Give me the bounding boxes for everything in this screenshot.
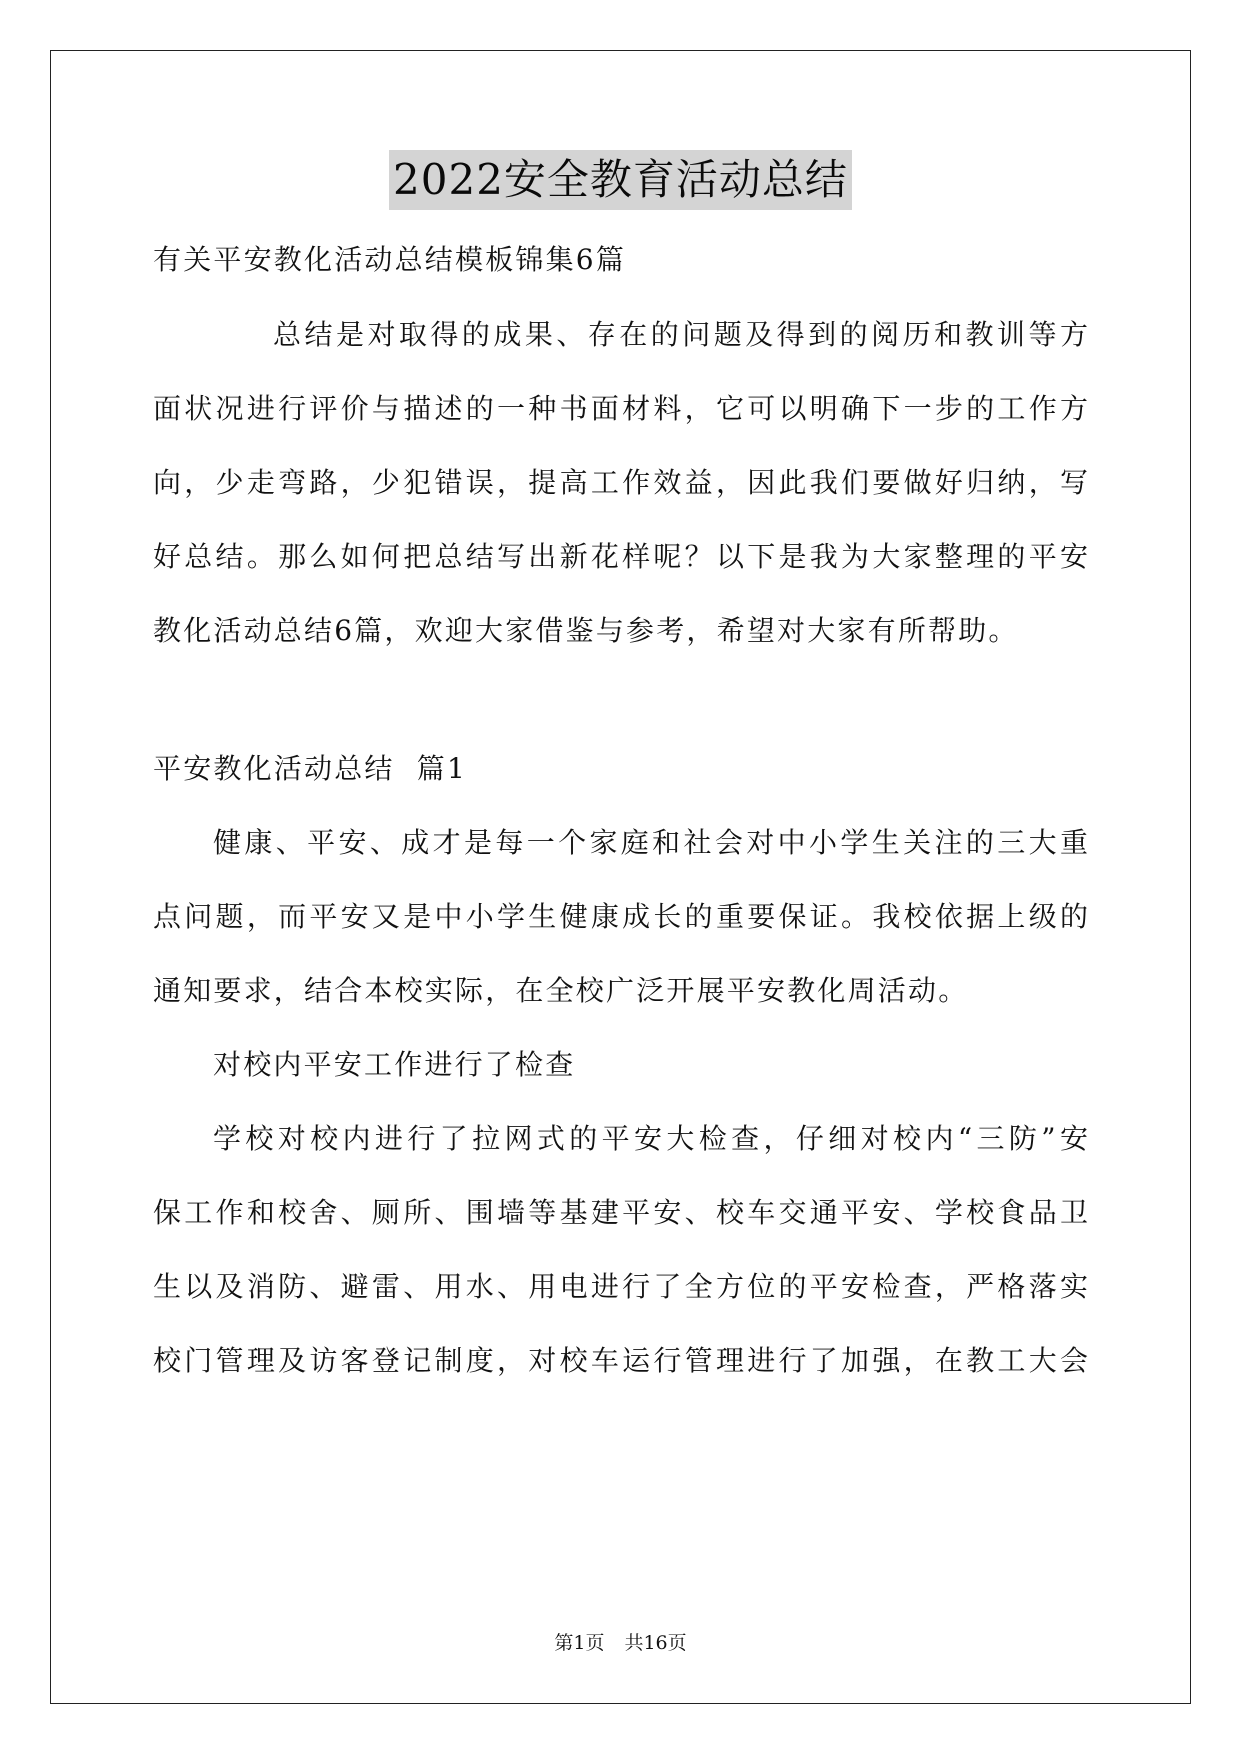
title-container — [0, 150, 1241, 210]
para1-line-2: 点问题，而平安又是中小学生健康成长的重要保证。我校依据上级的 — [153, 900, 1088, 933]
page-footer — [0, 1630, 1241, 1656]
subheading: 对校内平安工作进行了检查 — [213, 1048, 576, 1081]
para1-line-3: 通知要求，结合本校实际，在全校广泛开展平安教化周活动。 — [153, 974, 969, 1007]
document-title: 2022安全教育活动总结 — [389, 150, 852, 210]
document-subtitle: 有关平安教化活动总结模板锦集6篇 — [153, 243, 627, 276]
para2-line-4: 校门管理及访客登记制度，对校车运行管理进行了加强，在教工大会 — [153, 1344, 1088, 1377]
page-border — [50, 50, 1191, 1704]
para1-line-1: 健康、平安、成才是每一个家庭和社会对中小学生关注的三大重 — [213, 826, 1088, 859]
intro-line-3: 向，少走弯路，少犯错误，提高工作效益，因此我们要做好归纳，写 — [153, 466, 1088, 499]
intro-line-5: 教化活动总结6篇，欢迎大家借鉴与参考，希望对大家有所帮助。 — [153, 614, 1019, 647]
para2-line-3: 生以及消防、避雷、用水、用电进行了全方位的平安检查，严格落实 — [153, 1270, 1088, 1303]
para2-line-1: 学校对校内进行了拉网式的平安大检查，仔细对校内“三防”安 — [213, 1122, 1088, 1155]
section-heading: 平安教化活动总结 篇1 — [153, 752, 468, 785]
para2-line-2: 保工作和校舍、厕所、围墙等基建平安、校车交通平安、学校食品卫 — [153, 1196, 1088, 1229]
intro-line-4: 好总结。那么如何把总结写出新花样呢？以下是我为大家整理的平安 — [153, 540, 1088, 573]
intro-line-2: 面状况进行评价与描述的一种书面材料，它可以明确下一步的工作方 — [153, 392, 1088, 425]
page-number: 第1页 — [554, 1632, 605, 1654]
page-total: 共16页 — [624, 1632, 687, 1654]
intro-line-1: 总结是对取得的成果、存在的问题及得到的阅历和教训等方 — [273, 318, 1088, 351]
